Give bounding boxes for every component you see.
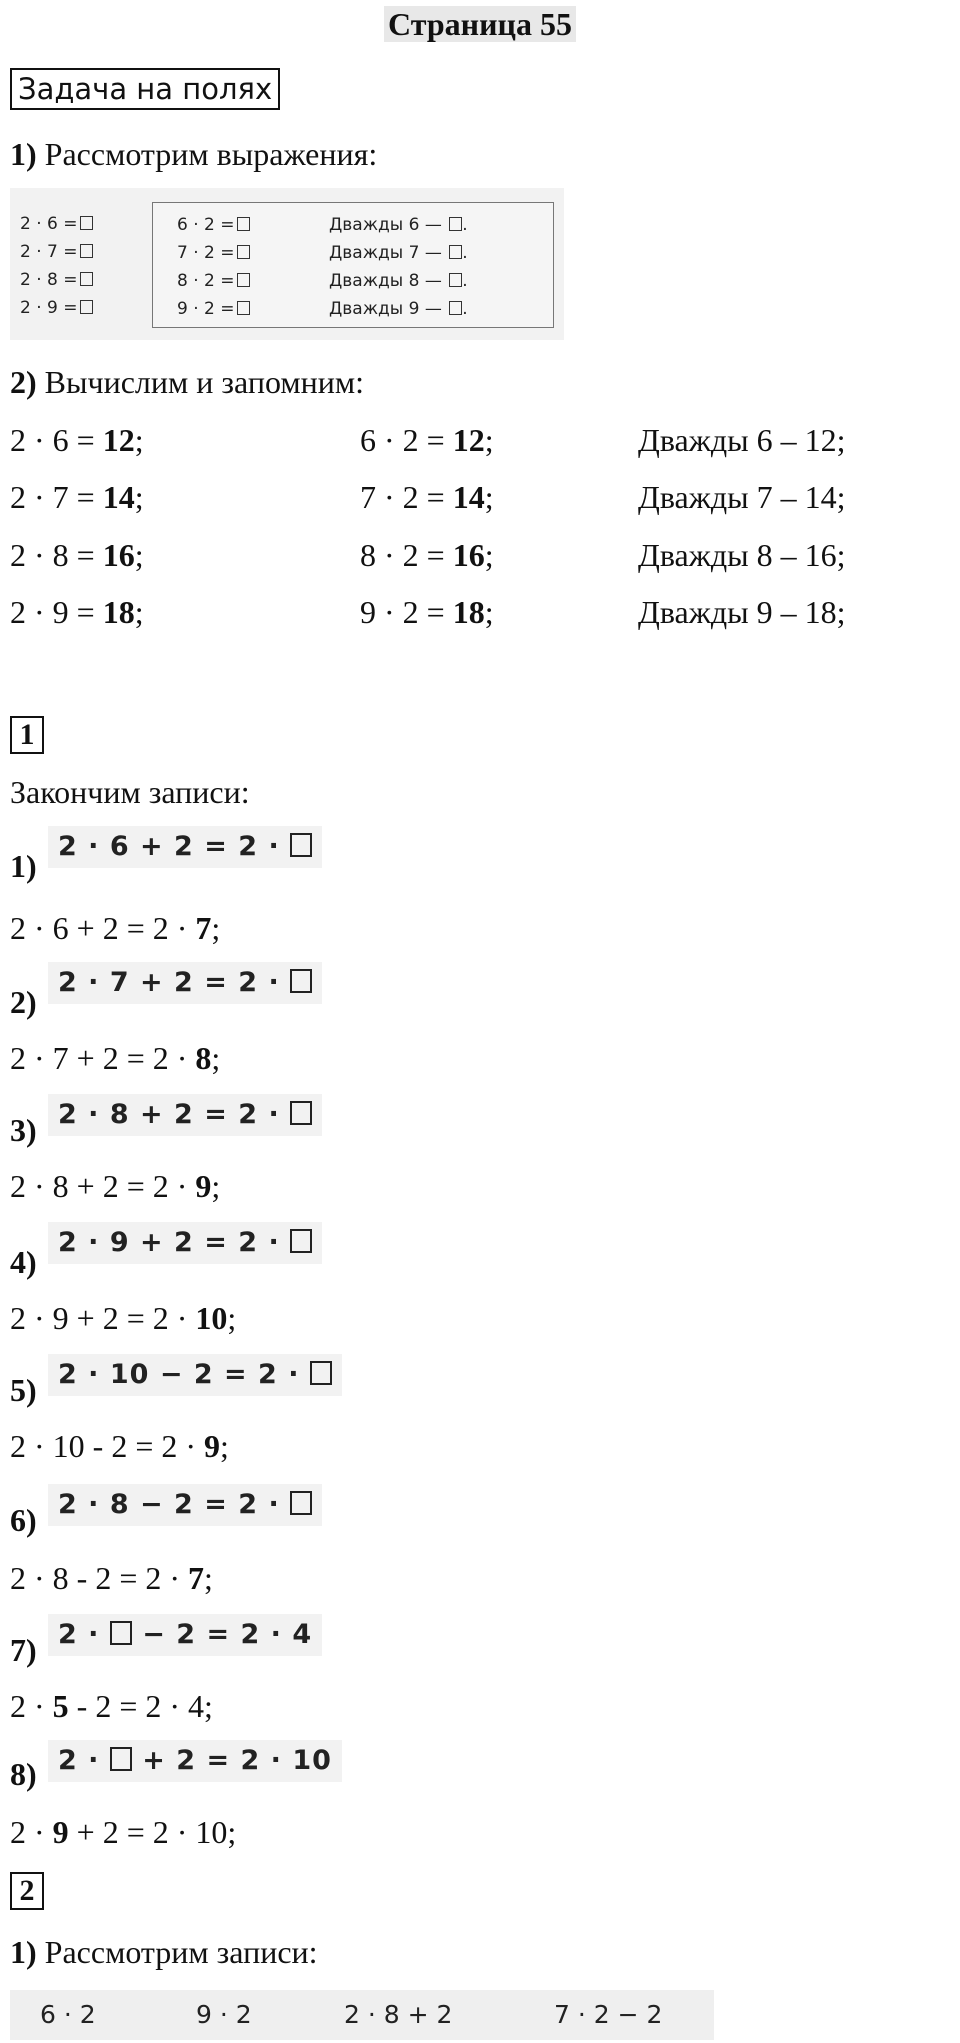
task-1-intro: Закончим записи:: [10, 774, 250, 810]
result-row-c: Дважды 9 – 18;: [638, 594, 846, 630]
result-row-a: 2 · 7 = 14;: [10, 479, 144, 515]
expressions-panel-image: [10, 188, 564, 340]
answer-line: 2 · 9 + 2 = 2 · 10;: [10, 1814, 237, 1850]
equation-image: 2 · + 2 = 2 · 10: [48, 1740, 342, 1782]
margin-task-label: Задача на полях: [10, 68, 280, 110]
item-index: 2): [10, 984, 37, 1020]
item-index: 8): [10, 1756, 37, 1792]
answer-line: 2 · 5 - 2 = 2 · 4;: [10, 1688, 213, 1724]
result-row-b: 9 · 2 = 18;: [360, 594, 494, 630]
item-index: 4): [10, 1244, 37, 1280]
record-item: 9 · 2: [196, 2000, 252, 2029]
equation-image: 2 · 8 − 2 = 2 ·: [48, 1484, 322, 1526]
expr-col-2: 6 · 2 = 7 · 2 = 8 · 2 = 9 · 2 =: [177, 211, 250, 323]
answer-line: 2 · 7 + 2 = 2 · 8;: [10, 1040, 221, 1076]
result-row-a: 2 · 8 = 16;: [10, 537, 144, 573]
result-row-a: 2 · 9 = 18;: [10, 594, 144, 630]
record-item: 7 · 2 − 2: [554, 2000, 663, 2029]
result-row-c: Дважды 7 – 14;: [638, 479, 846, 515]
result-row-c: Дважды 6 – 12;: [638, 422, 846, 458]
item-index: 3): [10, 1112, 37, 1148]
answer-line: 2 · 6 + 2 = 2 · 7;: [10, 910, 221, 946]
answer-line: 2 · 10 - 2 = 2 · 9;: [10, 1428, 229, 1464]
equation-image: 2 · 10 − 2 = 2 ·: [48, 1354, 342, 1396]
result-row-b: 6 · 2 = 12;: [360, 422, 494, 458]
expr-col-3: Дважды 6 — . Дважды 7 — . Дважды 8 — . Дважды 9 — .: [329, 215, 468, 319]
task-2-part1-heading: 1) Рассмотрим записи:: [10, 1934, 318, 1970]
expr-col-1: 2 · 6 = 2 · 7 = 2 · 8 = 2 · 9 =: [20, 210, 93, 322]
equation-image: 2 · − 2 = 2 · 4: [48, 1614, 322, 1656]
record-item: 2 · 8 + 2: [344, 2000, 453, 2029]
page-title: Страница 55: [0, 4, 960, 44]
margin-part1-heading: 1) Рассмотрим выражения:: [10, 136, 378, 172]
record-item: 6 · 2: [40, 2000, 96, 2029]
task-1-number: 1: [10, 716, 44, 754]
equation-image: 2 · 6 + 2 = 2 ·: [48, 826, 322, 868]
expr-inner-box: [152, 202, 554, 328]
result-row-c: Дважды 8 – 16;: [638, 537, 846, 573]
answer-line: 2 · 8 - 2 = 2 · 7;: [10, 1560, 213, 1596]
task-2-number: 2: [10, 1872, 44, 1910]
item-index: 7): [10, 1632, 37, 1668]
item-index: 1): [10, 848, 37, 884]
margin-part2-heading: 2) Вычислим и запомним:: [10, 364, 364, 400]
answer-line: 2 · 8 + 2 = 2 · 9;: [10, 1168, 221, 1204]
equation-image: 2 · 8 + 2 = 2 ·: [48, 1094, 322, 1136]
answer-line: 2 · 9 + 2 = 2 · 10;: [10, 1300, 237, 1336]
item-index: 6): [10, 1502, 37, 1538]
item-index: 5): [10, 1372, 37, 1408]
equation-image: 2 · 7 + 2 = 2 ·: [48, 962, 322, 1004]
records-image: [10, 1990, 714, 2040]
result-row-b: 8 · 2 = 16;: [360, 537, 494, 573]
result-row-a: 2 · 6 = 12;: [10, 422, 144, 458]
equation-image: 2 · 9 + 2 = 2 ·: [48, 1222, 322, 1264]
result-row-b: 7 · 2 = 14;: [360, 479, 494, 515]
